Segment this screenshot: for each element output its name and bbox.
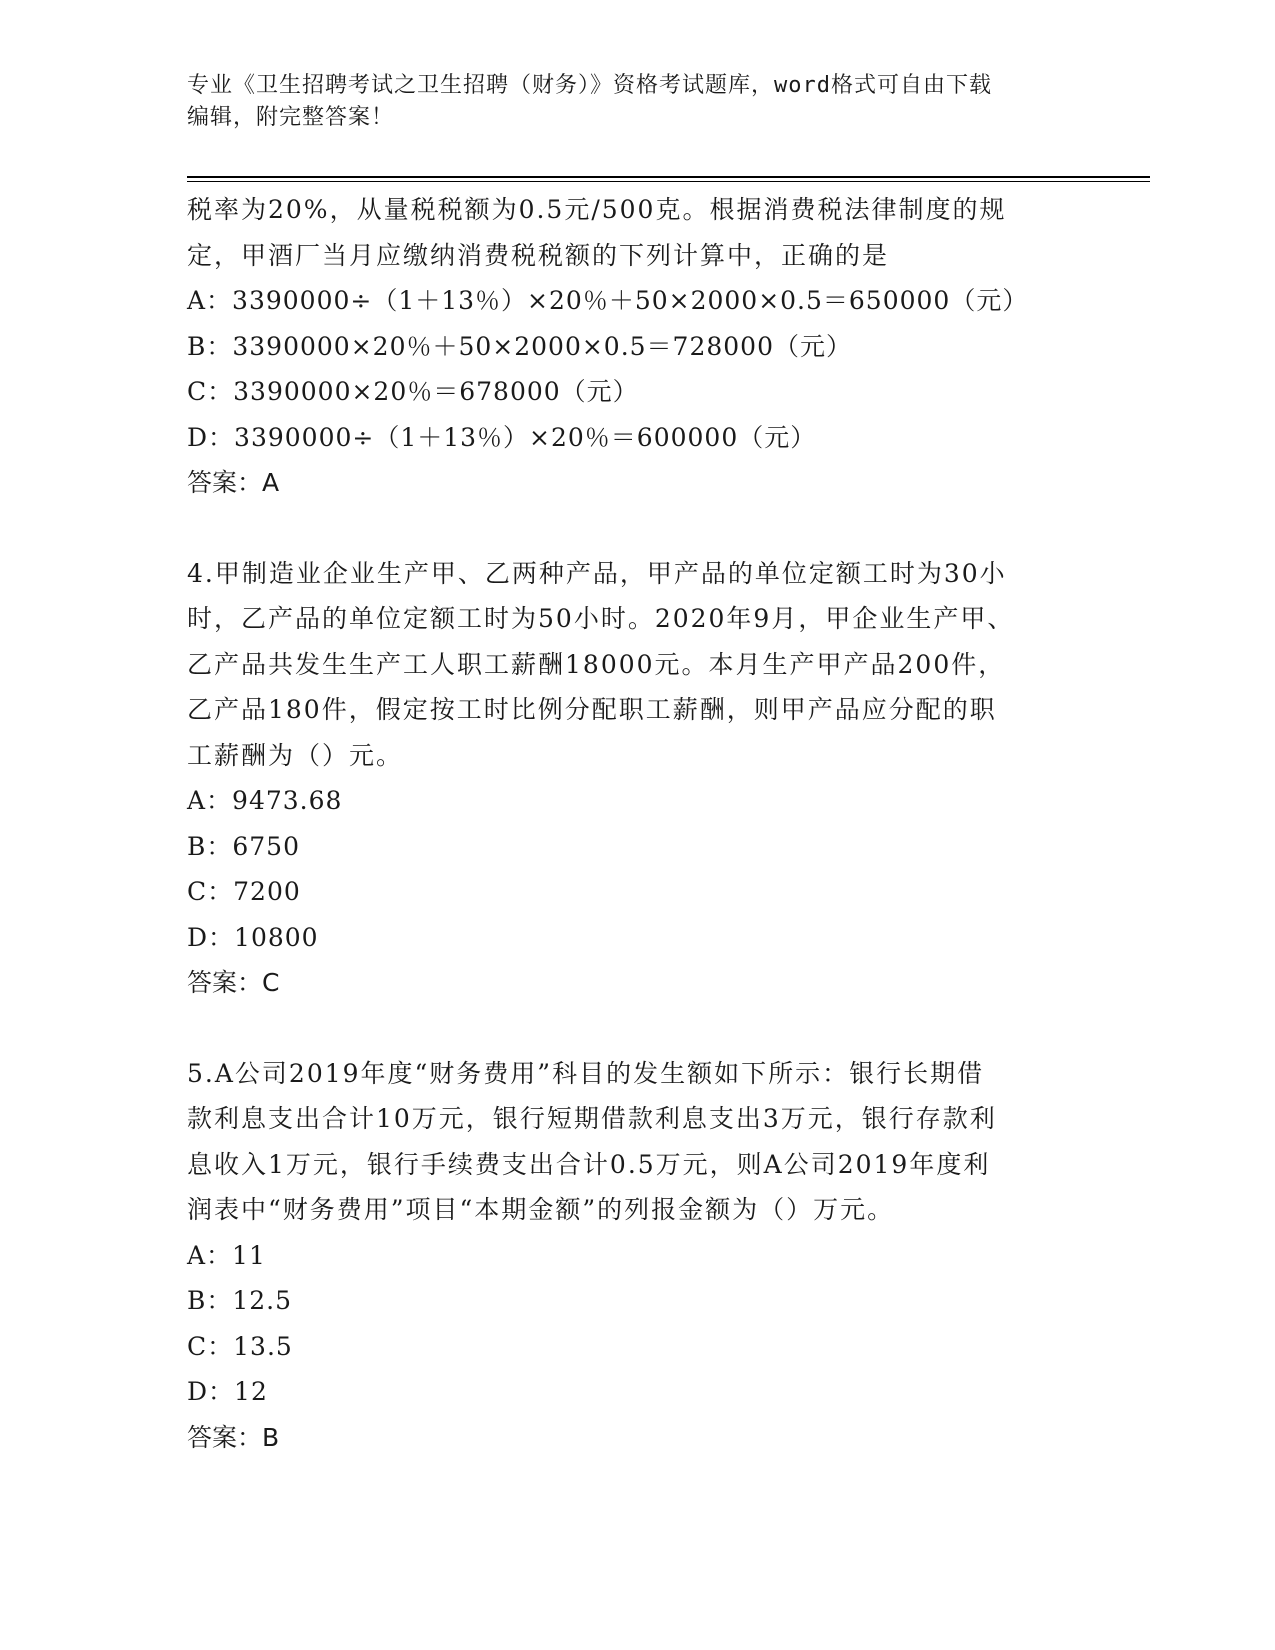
question-3-option-a: A：3390000÷（1＋13％）×20％＋50×2000×0.5＝650000（元）	[187, 286, 1029, 315]
question-4-option-d: D：10800	[187, 922, 319, 952]
question-5-option-b: B：12.5	[187, 1286, 293, 1315]
question-4-text-line-5: 工薪酬为（）元。	[187, 740, 404, 770]
question-3-answer: 答案：A	[187, 468, 280, 497]
question-5-option-a: A：11	[187, 1240, 266, 1270]
question-5	[187, 1051, 1087, 1461]
question-3	[187, 187, 1087, 506]
question-3-text-line-2: 定，甲酒厂当月应缴纳消费税税额的下列计算中，正确的是	[187, 240, 890, 270]
question-4-option-b: B：6750	[187, 831, 300, 861]
header-line-1: 专业《卫生招聘考试之卫生招聘（财务）》资格考试题库，word格式可自由下载	[187, 73, 992, 98]
question-5-option-c: C：13.5	[187, 1331, 293, 1361]
question-4	[187, 551, 1087, 1006]
question-4-answer: 答案：C	[187, 968, 280, 997]
question-5-text-line-4: 润表中“财务费用”项目“本期金额”的列报金额为（）万元。	[187, 1195, 895, 1224]
question-spacer	[187, 506, 1087, 551]
question-5-option-d: D：12	[187, 1377, 268, 1406]
question-5-answer: 答案：B	[187, 1422, 280, 1452]
question-5-text-line-1: 5.A公司2019年度“财务费用”科目的发生额如下所示：银行长期借	[187, 1058, 985, 1088]
document-header	[187, 70, 1087, 134]
question-4-option-a: A：9473.68	[187, 786, 343, 815]
document-body	[187, 187, 1087, 1460]
question-3-option-c: C：3390000×20％＝678000（元）	[187, 377, 639, 406]
question-5-text-line-3: 息收入1万元，银行手续费支出合计0.5万元，则A公司2019年度利	[187, 1149, 991, 1179]
question-3-option-b: B：3390000×20％＋50×2000×0.5＝728000（元）	[187, 331, 852, 361]
question-4-text-line-4: 乙产品180件，假定按工时比例分配职工薪酬，则甲产品应分配的职	[187, 695, 997, 724]
question-5-text-line-2: 款利息支出合计10万元，银行短期借款利息支出3万元，银行存款利	[187, 1104, 997, 1133]
question-3-text-line-1: 税率为20%，从量税税额为0.5元/500克。根据消费税法律制度的规	[187, 195, 1007, 224]
question-4-text-line-2: 时，乙产品的单位定额工时为50小时。2020年9月，甲企业生产甲、	[187, 604, 1015, 633]
header-line-2: 编辑，附完整答案！	[187, 105, 395, 130]
question-4-text-line-1: 4.甲制造业企业生产甲、乙两种产品，甲产品的单位定额工时为30小	[187, 558, 1007, 588]
question-4-text-line-3: 乙产品共发生生产工人职工薪酬18000元。本月生产甲产品200件，	[187, 649, 1006, 679]
question-4-option-c: C：7200	[187, 877, 301, 906]
header-divider-thin	[187, 181, 1150, 182]
header-divider-thick	[187, 176, 1150, 178]
question-3-option-d: D：3390000÷（1＋13％）×20％＝600000（元）	[187, 422, 817, 452]
question-spacer	[187, 1006, 1087, 1051]
